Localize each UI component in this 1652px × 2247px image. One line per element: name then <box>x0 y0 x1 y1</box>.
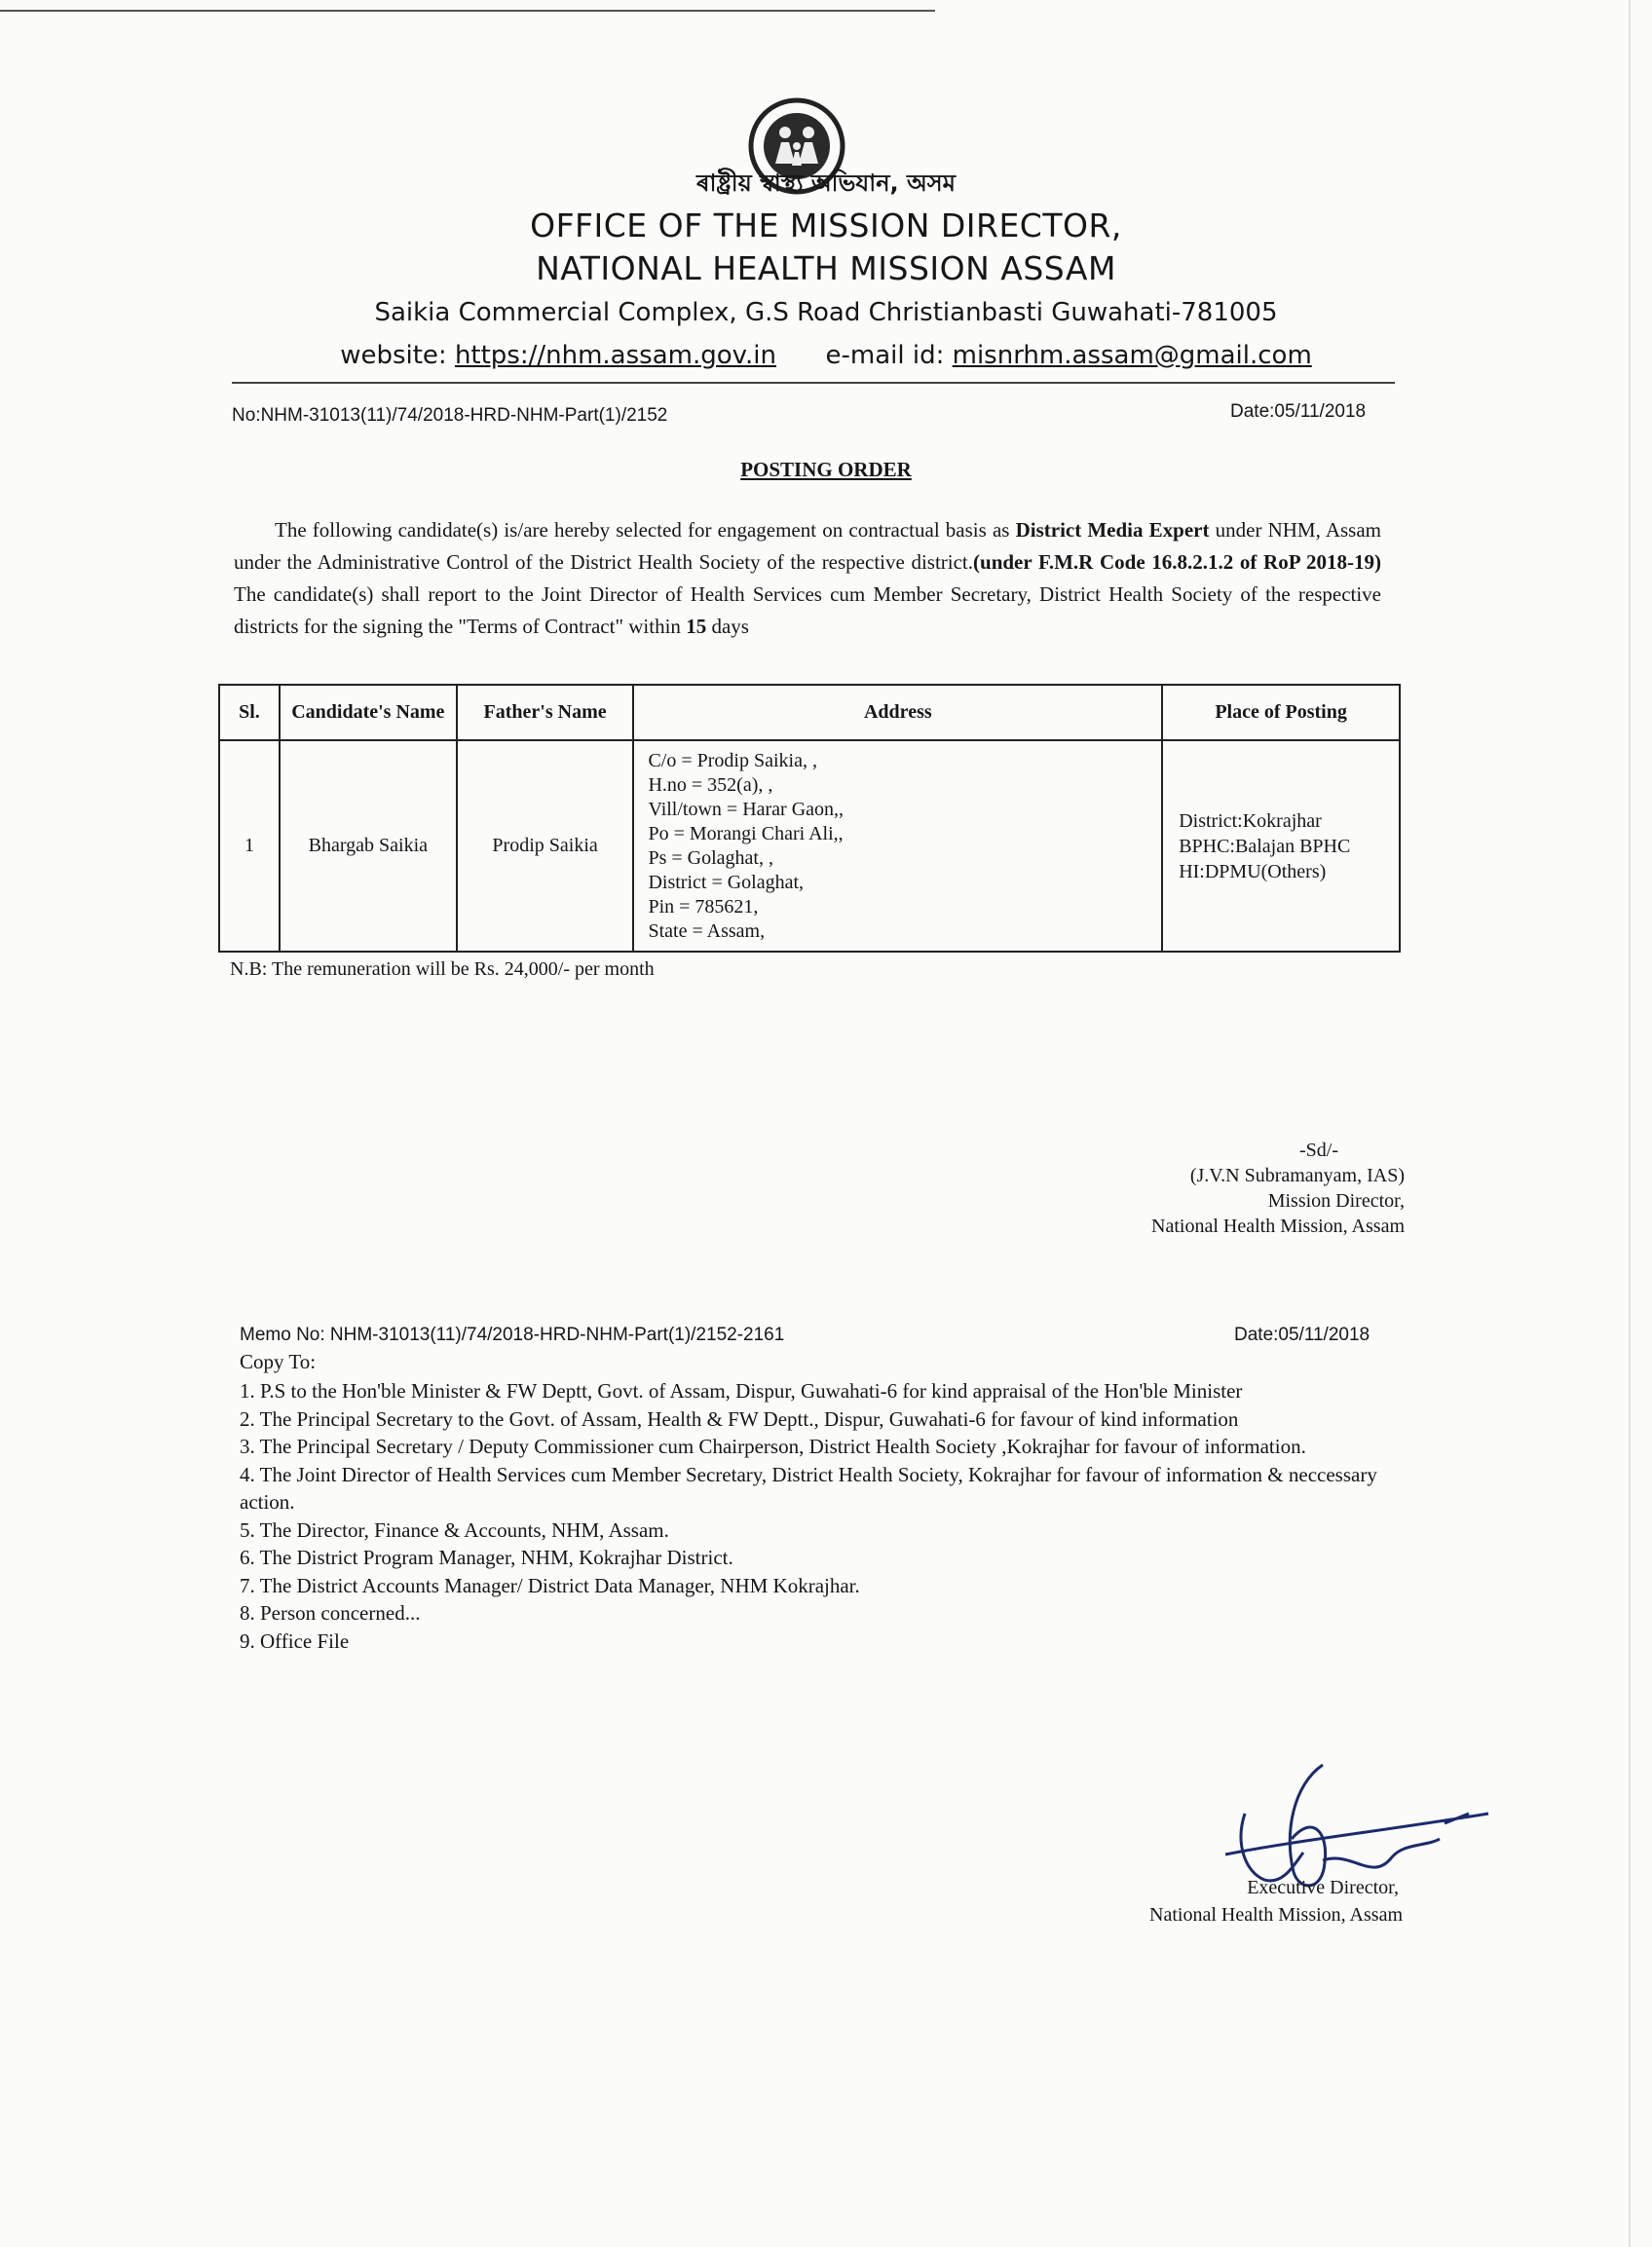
address-line: C/o = Prodip Saikia, , <box>648 749 817 771</box>
office-title-line1: OFFICE OF THE MISSION DIRECTOR, <box>530 206 1122 244</box>
memo-number: Memo No: NHM-31013(11)/74/2018-HRD-NHM-Part(1)/2152-2161 <box>240 1325 785 1345</box>
para-text-2: under NHM, Assam under the Administrative Control of the District Health Society of the respective district. <box>234 518 1381 574</box>
office-address: Saikia Commercial Complex, G.S Road Christianbasti Guwahati-781005 <box>374 298 1278 327</box>
table-header-row <box>219 685 1400 740</box>
candidate-table <box>218 684 1401 953</box>
header-divider <box>232 382 1395 384</box>
para-text-4: days <box>706 615 749 638</box>
website-link[interactable]: https://nhm.assam.gov.in <box>454 341 776 370</box>
para-text-1: The following candidate(s) is/are hereby selected for engagement on contractual basis as <box>275 518 1016 542</box>
document-title: POSTING ORDER <box>740 458 912 481</box>
list-item: 5. The Director, Finance & Accounts, NHM, Assam. <box>240 1517 669 1542</box>
para-text-3: The candidate(s) shall report to the Joint Director of Health Services cum Member Secretary, District Health Society of the respective districts for the signing the "Terms of Contract" within <box>234 582 1381 638</box>
col-sl: Sl. <box>219 685 280 740</box>
signed-mark: -Sd/- <box>1299 1140 1338 1161</box>
top-rule <box>0 10 935 12</box>
cell-candidate-name: Bhargab Saikia <box>280 740 457 952</box>
list-item: 1. P.S to the Hon'ble Minister & FW Deptt, Govt. of Assam, Dispur, Guwahati-6 for kind appraisal of the Hon'ble Minister <box>240 1379 1243 1403</box>
remuneration-note: N.B: The remuneration will be Rs. 24,000/- per month <box>230 958 655 980</box>
assamese-title: ৰাষ্ট্ৰীয় স্বাস্থ্য অভিযান, অসম <box>696 169 956 197</box>
address-line: Po = Morangi Chari Ali,, <box>648 822 844 844</box>
address-line: Pin = 785621, <box>648 895 759 918</box>
executive-director-block <box>1013 1874 1403 1929</box>
designation: District Media Expert <box>1015 518 1210 542</box>
list-item: 7. The District Accounts Manager/ District Data Manager, NHM Kokrajhar. <box>240 1573 860 1597</box>
address-line: State = Assam, <box>648 919 766 942</box>
copy-to-label: Copy To: <box>240 1350 317 1373</box>
executive-organisation: National Health Mission, Assam <box>1149 1904 1403 1926</box>
address-line: Ps = Golaghat, , <box>648 846 773 869</box>
email-link[interactable]: misnrhm.assam@gmail.com <box>952 341 1312 370</box>
cell-posting <box>1162 740 1400 952</box>
list-item: 6. The District Program Manager, NHM, Kokrajhar District. <box>240 1546 733 1569</box>
fmr-code: (under F.M.R Code 16.8.2.1.2 of RoP 2018-19) <box>973 550 1381 574</box>
reference-number: No:NHM-31013(11)/74/2018-HRD-NHM-Part(1)/2152 <box>232 405 668 426</box>
days-count: 15 <box>686 615 707 638</box>
cell-address <box>633 740 1162 952</box>
signatory-organisation: National Health Mission, Assam <box>1151 1216 1405 1237</box>
address-line: Vill/town = Harar Gaon,, <box>648 798 845 820</box>
contact-line <box>0 341 1652 370</box>
col-father-name: Father's Name <box>457 685 634 740</box>
list-item: 8. Person concerned... <box>240 1601 421 1625</box>
posting-line: HI:DPMU(Others) <box>1179 860 1327 882</box>
list-item: 4. The Joint Director of Health Services cum Member Secretary, District Health Society, Kokrajhar for favour of information & neccessary action. <box>240 1462 1377 1514</box>
list-item: 3. The Principal Secretary / Deputy Commissioner cum Chairperson, District Health Society ,Kokrajhar for favour of information. <box>240 1435 1306 1458</box>
email-label: e-mail id: <box>825 341 945 370</box>
list-item: 9. Office File <box>240 1629 350 1653</box>
order-paragraph <box>234 514 1381 643</box>
copy-to-list <box>240 1377 1379 1655</box>
cell-father-name: Prodip Saikia <box>457 740 634 952</box>
executive-designation: Executive Director, <box>1247 1877 1399 1898</box>
office-title-line2: NATIONAL HEALTH MISSION ASSAM <box>536 249 1116 287</box>
signatory-name: (J.V.N Subramanyam, IAS) <box>1189 1165 1405 1186</box>
page-edge <box>1629 0 1631 2247</box>
posting-line: District:Kokrajhar <box>1179 809 1322 832</box>
signatory-designation: Mission Director, <box>1267 1190 1405 1212</box>
col-address: Address <box>633 685 1162 740</box>
posting-line: BPHC:Balajan BPHC <box>1179 835 1351 857</box>
reference-date: Date:05/11/2018 <box>1230 401 1367 422</box>
website-label: website: <box>340 341 447 370</box>
col-candidate-name: Candidate's Name <box>280 685 457 740</box>
list-item: 2. The Principal Secretary to the Govt. of Assam, Health & FW Deptt., Dispur, Guwahati-6 for favour of kind information <box>240 1406 1239 1431</box>
memo-date: Date:05/11/2018 <box>1234 1325 1370 1345</box>
address-line: District = Golaghat, <box>648 871 805 893</box>
table-row <box>219 740 1400 952</box>
mission-director-signature-block <box>1003 1138 1405 1239</box>
address-line: H.no = 352(a), , <box>648 773 773 796</box>
col-posting: Place of Posting <box>1162 685 1400 740</box>
cell-sl: 1 <box>219 740 280 952</box>
